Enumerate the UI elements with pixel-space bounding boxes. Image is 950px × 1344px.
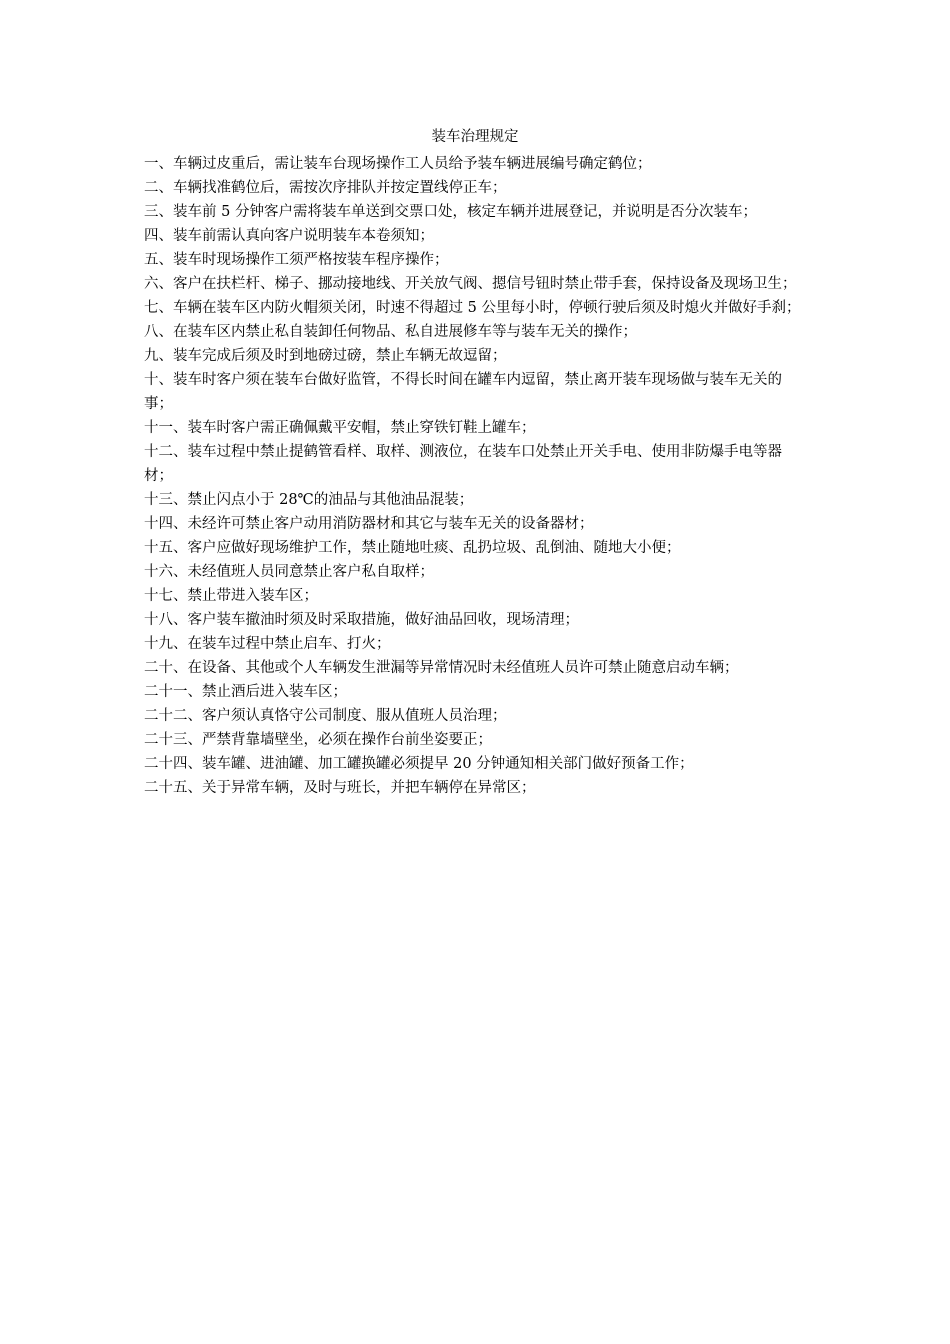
rule-paragraph-24: 二十四、装车罐、进油罐、加工罐换罐必须提早 20 分钟通知相关部门做好预备工作； (144, 756, 694, 772)
rule-paragraph-1: 一、车辆过皮重后，需让装车台现场操作工人员给予装车辆进展编号确定鹤位； (144, 156, 652, 172)
rule-paragraph-4: 四、装车前需认真向客户说明装车本卷须知； (144, 228, 434, 244)
rule-paragraph-13: 十三、禁止闪点小于 28℃的油品与其他油品混装； (144, 492, 474, 508)
rule-paragraph-12: 十二、装车过程中禁止提鹤管看样、取样、测液位，在装车口处禁止开关手电、使用非防爆手电等器材； (144, 444, 782, 484)
rule-paragraph-7: 七、车辆在装车区内防火帽须关闭，时速不得超过 5 公里每小时，停顿行驶后须及时熄火并做好手刹； (144, 300, 801, 316)
rule-paragraph-25: 二十五、关于异常车辆，及时与班长，并把车辆停在异常区； (144, 780, 536, 796)
rule-paragraph-10: 十、装车时客户须在装车台做好监管，不得长时间在罐车内逗留，禁止离开装车现场做与装车无关的事； (144, 372, 782, 412)
rule-paragraph-3: 三、装车前 5 分钟客户需将装车单送到交票口处，核定车辆并进展登记，并说明是否分次装车； (144, 204, 757, 220)
document-body (144, 152, 808, 800)
rule-paragraph-17: 十七、禁止带进入装车区； (144, 588, 318, 604)
rule-paragraph-15: 十五、客户应做好现场维护工作，禁止随地吐痰、乱扔垃圾、乱倒油、随地大小便； (144, 540, 681, 556)
rule-paragraph-22: 二十二、客户须认真恪守公司制度、服从值班人员治理； (144, 708, 507, 724)
rule-paragraph-8: 八、在装车区内禁止私自装卸任何物品、私自进展修车等与装车无关的操作； (144, 324, 637, 340)
rule-paragraph-14: 十四、未经许可禁止客户动用消防器材和其它与装车无关的设备器材； (144, 516, 594, 532)
rule-paragraph-5: 五、装车时现场操作工须严格按装车程序操作； (144, 252, 449, 268)
rule-paragraph-21: 二十一、禁止酒后进入装车区； (144, 684, 347, 700)
rule-paragraph-16: 十六、未经值班人员同意禁止客户私自取样； (144, 564, 434, 580)
rule-paragraph-20: 二十、在设备、其他或个人车辆发生泄漏等异常情况时未经值班人员许可禁止随意启动车辆； (144, 660, 739, 676)
rule-paragraph-19: 十九、在装车过程中禁止启车、打火； (144, 636, 391, 652)
rule-paragraph-18: 十八、客户装车撤油时须及时采取措施，做好油品回收，现场清理； (144, 612, 579, 628)
rule-paragraph-2: 二、车辆找准鹤位后，需按次序排队并按定置线停正车； (144, 180, 507, 196)
rule-paragraph-23: 二十三、严禁背靠墙壁坐，必须在操作台前坐姿要正； (144, 732, 492, 748)
document-title: 装车治理规定 (431, 129, 519, 145)
rule-paragraph-9: 九、装车完成后须及时到地磅过磅，禁止车辆无故逗留； (144, 348, 507, 364)
rule-paragraph-6: 六、客户在扶栏杆、梯子、挪动接地线、开关放气阀、摁信号钮时禁止带手套，保持设备及现场卫生； (144, 276, 797, 292)
rule-paragraph-11: 十一、装车时客户需正确佩戴平安帽，禁止穿铁钉鞋上罐车； (144, 420, 536, 436)
